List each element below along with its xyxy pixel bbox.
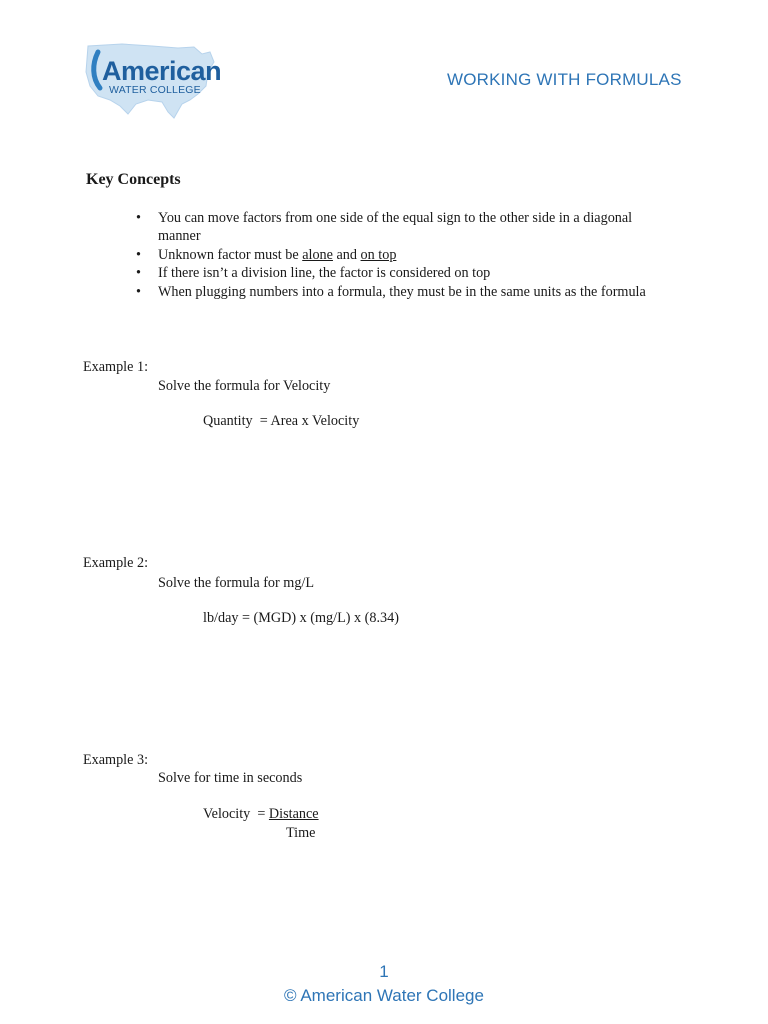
logo-wordmark: American	[102, 56, 222, 86]
example-formula: Velocity = Distance	[203, 806, 319, 822]
logo-subtitle: WATER COLLEGE	[109, 84, 201, 96]
page-title: WORKING WITH FORMULAS	[447, 70, 682, 89]
list-item: • Unknown factor must be alone and on top	[134, 246, 654, 264]
example-task: Solve the formula for mg/L	[158, 575, 315, 591]
page-number: 1	[379, 962, 389, 981]
example-label: Example 1:	[83, 359, 149, 375]
example-label: Example 2:	[83, 555, 149, 571]
example-formula: Quantity = Area x Velocity	[203, 413, 360, 429]
example-label: Example 3:	[83, 752, 149, 768]
example-task: Solve for time in seconds	[158, 770, 303, 786]
fraction-denominator: Time	[286, 825, 316, 841]
underlined-word: alone	[302, 246, 333, 263]
section-heading: Key Concepts	[86, 171, 181, 188]
fraction-numerator: Distance	[268, 806, 319, 822]
copyright-notice: © American Water College	[284, 986, 484, 1005]
underlined-word: on top	[360, 246, 397, 263]
list-item: • If there isn’t a division line, the factor is considered on top	[134, 264, 654, 282]
college-logo	[82, 42, 222, 122]
example-task: Solve the formula for Velocity	[158, 378, 331, 394]
key-concepts-list	[134, 209, 654, 301]
list-item: • When plugging numbers into a formula, they must be in the same units as the formula	[134, 283, 654, 301]
example-formula: lb/day = (MGD) x (mg/L) x (8.34)	[203, 610, 399, 626]
list-item: • You can move factors from one side of the equal sign to the other side in a diagonal manner	[134, 209, 654, 246]
